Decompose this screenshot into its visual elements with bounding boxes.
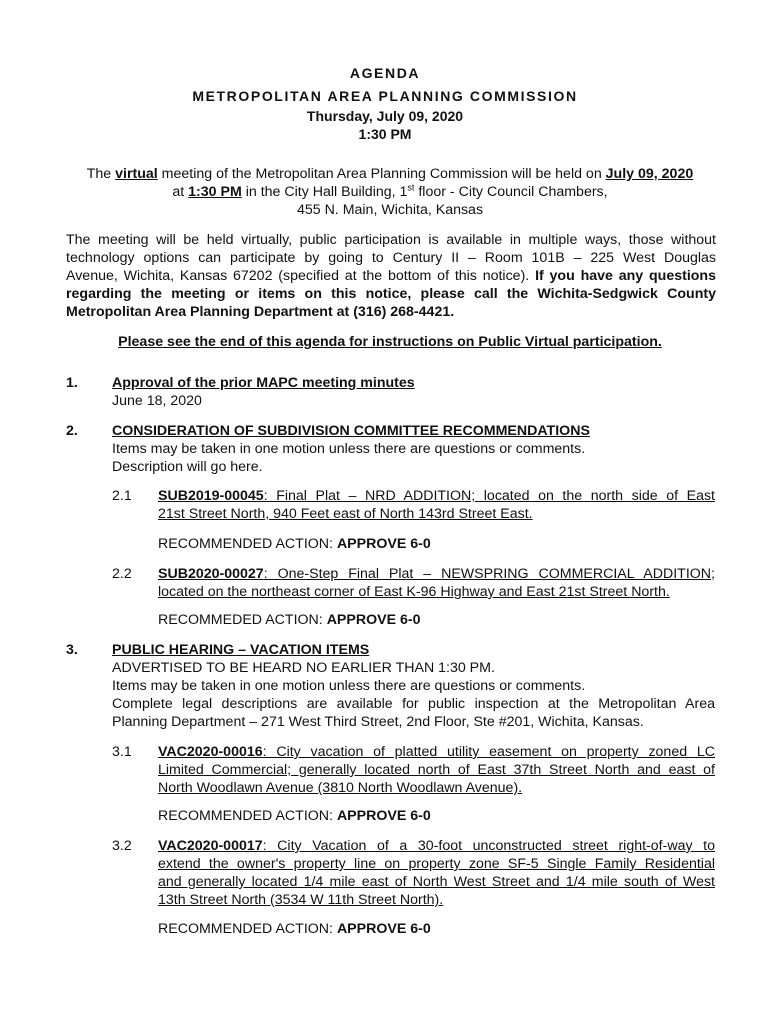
case-number: SUB2020-00027 bbox=[158, 566, 264, 582]
meeting-time: 1:30 PM bbox=[358, 126, 412, 142]
subitem-line bbox=[158, 837, 715, 855]
item-detail: Items may be taken in one motion unless there are questions or comments. bbox=[112, 678, 586, 694]
action-value: APPROVE 6-0 bbox=[336, 808, 431, 824]
paragraph-text: Avenue, Wichita, Kansas 67202 (specified at the bottom of this notice). bbox=[66, 268, 536, 284]
subitem-3-1 bbox=[158, 743, 715, 797]
item-number: 2. bbox=[66, 423, 78, 439]
participation-paragraph bbox=[66, 231, 716, 321]
meeting-time-inline: 1:30 PM bbox=[188, 184, 242, 200]
subitem-3-2 bbox=[158, 837, 715, 909]
questions-emphasis: If you have any questions bbox=[535, 268, 716, 284]
action-value: APPROVE 6-0 bbox=[336, 921, 431, 937]
action-label: RECOMMEDED ACTION: bbox=[158, 612, 327, 628]
subitem-number: 2.1 bbox=[112, 488, 132, 504]
ordinal-suffix: st bbox=[407, 182, 415, 193]
paragraph-line bbox=[66, 267, 716, 285]
item-title: CONSIDERATION OF SUBDIVISION COMMITTEE RECOMMENDATIONS bbox=[112, 423, 590, 439]
subitem-number: 2.2 bbox=[112, 566, 132, 582]
meeting-date: Thursday, July 09, 2020 bbox=[306, 108, 464, 124]
subitem-line bbox=[158, 487, 715, 505]
virtual-participation-notice: Please see the end of this agenda for instructions on Public Virtual participation. bbox=[118, 334, 662, 350]
subitem-2-2 bbox=[158, 565, 715, 601]
item-detail: Planning Department – 271 West Third Street, 2nd Floor, Ste #201, Wichita, Kansas. bbox=[112, 714, 644, 730]
case-number: VAC2020-00017 bbox=[158, 838, 263, 854]
recommended-action bbox=[158, 611, 421, 629]
subitem-line: and generally located 1/4 mile east of North West Street and 1/4 mile south of West bbox=[158, 874, 715, 890]
item-detail: ADVERTISED TO BE HEARD NO EARLIER THAN 1:30 PM. bbox=[112, 660, 495, 676]
action-value: APPROVE 6-0 bbox=[326, 612, 421, 628]
contact-phone-line: Metropolitan Area Planning Department at (316) 268-4421. bbox=[66, 304, 455, 320]
item-detail: Complete legal descriptions are available for public inspection at the Metropolitan Area bbox=[112, 696, 715, 712]
virtual-emphasis: virtual bbox=[115, 166, 158, 182]
subitem-text: : City Vacation of a 30-foot unconstructed street right-of-way to bbox=[262, 838, 715, 854]
subitem-line: Limited Commercial; generally located north of East 37th Street North and east of bbox=[158, 762, 715, 778]
subitem-line: located on the northeast corner of East K-96 Highway and East 21st Street North. bbox=[158, 584, 670, 600]
subitem-text: : Final Plat – NRD ADDITION; located on the north side of East bbox=[263, 488, 715, 504]
agenda-item-2 bbox=[112, 422, 712, 476]
agenda-item-1 bbox=[112, 374, 712, 410]
agenda-item-3 bbox=[112, 641, 715, 731]
intro-text: in the City Hall Building, 1 bbox=[241, 184, 408, 200]
intro-text: floor - City Council Chambers, bbox=[414, 184, 608, 200]
paragraph-line: The meeting will be held virtually, public participation is available in multiple ways, those without bbox=[66, 232, 716, 248]
paragraph-line: technology options can participate by going to Century II – Room 101B – 225 West Douglas bbox=[66, 250, 716, 266]
meeting-address: 455 N. Main, Wichita, Kansas bbox=[296, 202, 484, 218]
subitem-line bbox=[158, 565, 715, 583]
intro-text: The bbox=[86, 166, 116, 182]
item-title: Approval of the prior MAPC meeting minutes bbox=[112, 375, 415, 391]
intro-text: at bbox=[172, 184, 189, 200]
intro-text: meeting of the Metropolitan Area Planning Commission will be held on bbox=[157, 166, 606, 182]
subitem-line: extend the owner's property line on property zone SF-5 Single Family Residential bbox=[158, 856, 715, 872]
subitem-text: : One-Step Final Plat – NEWSPRING COMMERCIAL ADDITION; bbox=[263, 566, 715, 582]
case-number: SUB2019-00045 bbox=[158, 488, 264, 504]
action-label: RECOMMENDED ACTION: bbox=[158, 921, 337, 937]
subitem-line: 21st Street North, 940 Feet east of North 143rd Street East. bbox=[158, 506, 533, 522]
subitem-number: 3.2 bbox=[112, 838, 132, 854]
intro-paragraph bbox=[60, 165, 720, 219]
recommended-action bbox=[158, 807, 431, 825]
action-label: RECOMMENDED ACTION: bbox=[158, 808, 337, 824]
meeting-date-inline: July 09, 2020 bbox=[605, 166, 694, 182]
item-title: PUBLIC HEARING – VACATION ITEMS bbox=[112, 642, 370, 658]
recommended-action bbox=[158, 920, 431, 938]
action-label: RECOMMENDED ACTION: bbox=[158, 536, 337, 552]
recommended-action bbox=[158, 535, 431, 553]
item-detail: Description will go here. bbox=[112, 459, 263, 475]
subitem-text: : City vacation of platted utility easement on property zoned LC bbox=[262, 744, 715, 760]
subitem-number: 3.1 bbox=[112, 744, 132, 760]
item-number: 1. bbox=[66, 375, 78, 391]
action-value: APPROVE 6-0 bbox=[336, 536, 431, 552]
commission-name: METROPOLITAN AREA PLANNING COMMISSION bbox=[192, 88, 578, 104]
subitem-line bbox=[158, 743, 715, 761]
subitem-line: 13th Street North (3534 W 11th Street North). bbox=[158, 892, 444, 908]
item-detail: June 18, 2020 bbox=[112, 393, 202, 409]
subitem-line: North Woodlawn Avenue (3810 North Woodlawn Avenue). bbox=[158, 780, 523, 796]
contact-line: regarding the meeting or items on this notice, please call the Wichita-Sedgwick County bbox=[66, 286, 716, 302]
agenda-title: AGENDA bbox=[349, 65, 421, 81]
item-detail: Items may be taken in one motion unless there are questions or comments. bbox=[112, 441, 586, 457]
item-number: 3. bbox=[66, 642, 78, 658]
subitem-2-1 bbox=[158, 487, 715, 523]
case-number: VAC2020-00016 bbox=[158, 744, 263, 760]
